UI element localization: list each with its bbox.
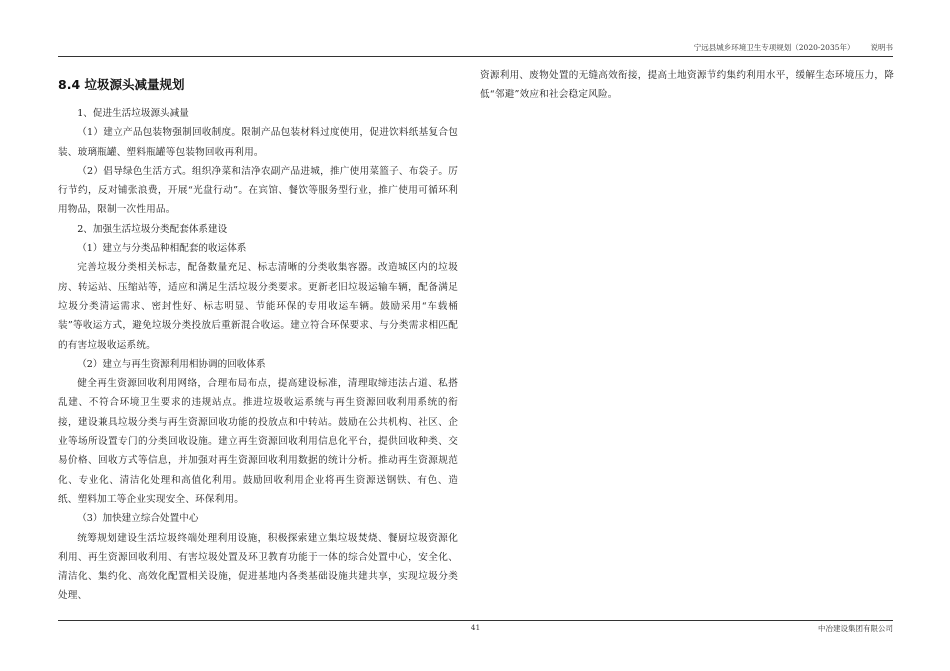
page-number: 41 xyxy=(470,623,481,632)
right-column xyxy=(480,66,894,105)
section-title: 8.4 垃圾源头减量规划 xyxy=(58,77,185,92)
header-doc-title: 宁远县城乡环境卫生专项规划（2020-2035年） xyxy=(693,43,855,52)
paragraph-collection-system: 完善垃圾分类相关标志，配备数量充足、标志清晰的分类收集容器。改造城区内的垃圾房、转运站、压缩站等，适应和满足生活垃圾分类要求。更新老旧垃圾运输车辆，配备满足垃圾分类清运需求、密封性好、标志明显、节能环保的专用收运车辆。鼓励采用“车载桶装”等收运方式，避免垃圾分类投放后重新混合收运。建立符合环保要求、与分类需求相匹配的有害垃圾收运系统。 xyxy=(58,262,458,351)
item-heading-disposal-center: （3）加快建立综合处置中心 xyxy=(77,513,199,525)
item-heading-collection-system: （1）建立与分类品种相配套的收运体系 xyxy=(77,243,247,255)
paragraph-disposal-center: 统筹规划建设生活垃圾终端处理利用设施，积极探索建立集垃圾焚烧、餐厨垃圾资源化利用、再生资源回收利用、有害垃圾处置及环卫教育功能于一体的综合处置中心，安全化、清洁化、集约化、高效化配置相关设施，促进基地内各类基础设施共建共享，实现垃圾分类处理、 xyxy=(58,532,458,602)
paragraph-recycling-system: 健全再生资源回收利用网络，合理布局布点，提高建设标准，清理取缔违法占道、私搭乱建、不符合环境卫生要求的违规站点。推进垃圾收运系统与再生资源回收利用系统的衔接，建设兼具垃圾分类与再生资源回收功能的投放点和中转站。鼓励在公共机构、社区、企业等场所设置专门的分类回收设施。建立再生资源回收利用信息化平台，提供回收种类、交易价格、回收方式等信息，并加强对再生资源回收利用数据的统计分析。推动再生资源规范化、专业化、清洁化处理和高值化利用。鼓励回收利用企业将再生资源送钢铁、有色、造纸、塑料加工等企业实现安全、环保利用。 xyxy=(58,378,458,505)
paragraph-packaging-recycling: （1）建立产品包装物强制回收制度。限制产品包装材料过度使用，促进饮料纸基复合包装、玻璃瓶罐、塑料瓶罐等包装物回收再利用。 xyxy=(58,127,458,158)
header-text xyxy=(694,43,893,53)
subsection-heading-1: 1、促进生活垃圾源头减量 xyxy=(77,108,189,119)
subsection-heading-2: 2、加强生活垃圾分类配套体系建设 xyxy=(77,223,228,235)
header-doc-type: 说明书 xyxy=(870,43,893,52)
item-heading-recycling-system: （2）建立与再生资源利用相协调的回收体系 xyxy=(77,358,266,370)
footer-company: 中冶建设集团有限公司 xyxy=(818,624,893,633)
page-header xyxy=(58,42,893,57)
left-column xyxy=(58,66,458,606)
paragraph-green-lifestyle: （2）倡导绿色生活方式。组织净菜和洁净农副产品进城，推广使用菜篮子、布袋子。厉行节约，反对铺张浪费，开展“光盘行动”。在宾馆、餐饮等服务型行业，推广使用可循环利用物品，限制一次性用品。 xyxy=(58,165,458,216)
page-footer xyxy=(58,620,893,633)
paragraph-continuation: 资源利用、废物处置的无缝高效衔接，提高土地资源节约集约利用水平，缓解生态环境压力，降低“邻避”效应和社会稳定风险。 xyxy=(480,70,894,101)
